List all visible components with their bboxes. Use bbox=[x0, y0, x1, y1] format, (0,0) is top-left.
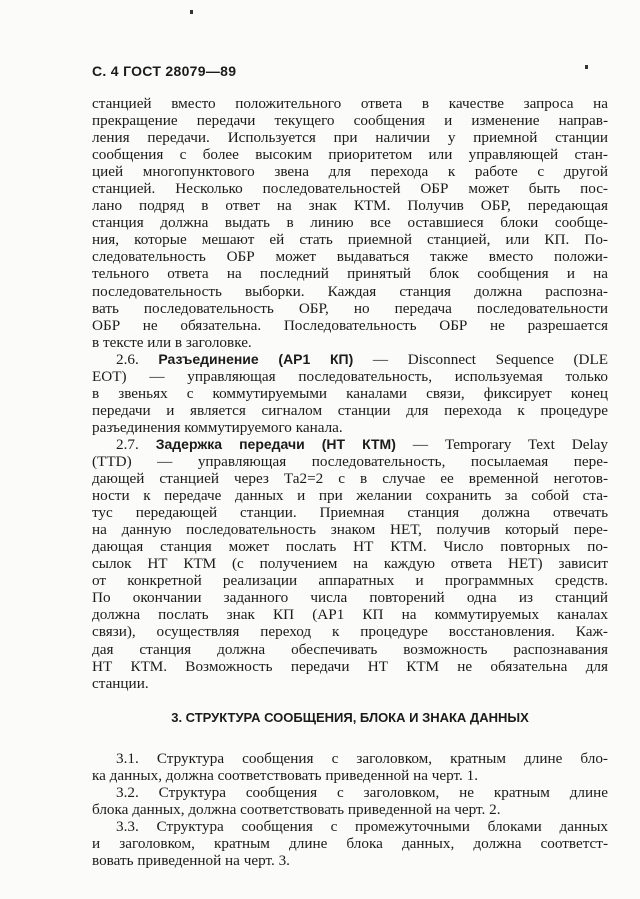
paragraph-line: станцией вместо положительного ответа в качестве запроса на bbox=[92, 95, 608, 112]
paragraph-line: дающей станцией через Та2=2 с в случае ее временной неготов- bbox=[92, 470, 608, 488]
paragraph-line: EOT) — управляющая последовательность, используемая только bbox=[92, 367, 608, 385]
section-heading: 3. СТРУКТУРА СООБЩЕНИЯ, БЛОКА И ЗНАКА ДАННЫХ bbox=[171, 710, 529, 725]
paragraph-line: от конкретной реализации аппаратных и программных средств. bbox=[92, 572, 608, 590]
paragraph-line: 3.1. Структура сообщения с заголовком, кратным длине бло- bbox=[116, 750, 608, 767]
paragraph-line: в звеньях с коммутируемыми каналами связи, фиксирует конец bbox=[92, 384, 608, 402]
paragraph-line: 3.3. Структура сообщения с промежуточными блоками данных bbox=[116, 818, 608, 836]
paragraph-line: должна послать знак КП (АР1 КП на коммутируемых каналах bbox=[92, 606, 608, 624]
paragraph-line: лано подряд в ответ на знак КТМ. Получив ОБР, передающая bbox=[92, 197, 608, 215]
paragraph-line: дая станция должна обеспечивать возможность распознавания bbox=[92, 640, 608, 658]
scan-speck bbox=[190, 10, 193, 14]
paragraph-line: на данную последовательность знаком НЕТ, получив который пере- bbox=[92, 521, 608, 539]
paragraph-lines bbox=[92, 368, 608, 436]
paragraph-line: 3.2. Структура сообщения с заголовком, не кратным длине bbox=[116, 784, 608, 802]
paragraph-line: в тексте или в заголовке. bbox=[92, 333, 252, 351]
clause-number: 2.6. bbox=[116, 350, 139, 368]
paragraph-line: По окончании заданного числа повторений одна из станций bbox=[92, 589, 608, 607]
paragraph-line: ления передачи. Используется при наличии у приемной станции bbox=[92, 129, 608, 147]
paragraph-line: прекращение передачи текущего сообщения и изменение направ- bbox=[92, 112, 608, 130]
clause-term: Задержка передачи (НТ КТМ) bbox=[155, 435, 396, 452]
clause-term: Разъединение (АР1 КП) bbox=[158, 350, 354, 367]
paragraph-line: (TTD) — управляющая последовательность, посылаемая пере- bbox=[92, 452, 608, 470]
paragraph-line: ности к передаче данных и при желании сохранить за собой ста- bbox=[92, 487, 608, 505]
paragraph-line: тус передающей станции. Приемная станция должна отвечать bbox=[92, 504, 608, 522]
paragraph-line: ОБР не обязательна. Последовательность ОБР не разрешается bbox=[92, 316, 608, 334]
paragraph-line bbox=[92, 351, 608, 368]
page-header: С. 4 ГОСТ 28079—89 bbox=[92, 63, 237, 79]
paragraph-line: ния, которые мешают ей стать приемной станцией, или КП. По- bbox=[92, 231, 608, 249]
clause-definition: — Disconnect Sequence (DLE bbox=[372, 350, 609, 368]
paragraph-line: дающая станция может послать НТ КТМ. Число повторных по- bbox=[92, 538, 608, 556]
paragraph-line: блока данных, должна соответствовать приведенной на черт. 2. bbox=[92, 801, 501, 819]
paragraph-line: сообщения с более высоким приоритетом или управляющей стан- bbox=[92, 146, 608, 164]
paragraph-lines bbox=[92, 453, 608, 692]
paragraph-line bbox=[92, 436, 608, 453]
paragraph-line: станцией. Несколько последовательностей ОБР может быть пос- bbox=[92, 180, 608, 198]
paragraph-2-7 bbox=[92, 436, 608, 692]
paragraph-line: передачи и является сигналом станции для перехода к процедуре bbox=[92, 401, 608, 419]
paragraph-line: станции. bbox=[92, 674, 149, 692]
paragraph-2-6 bbox=[92, 351, 608, 436]
paragraph-line: вать последовательность ОБР, но передача последовательности bbox=[92, 299, 608, 317]
document-body bbox=[92, 95, 608, 692]
clause-definition: — Temporary Text Delay bbox=[412, 435, 609, 453]
paragraph-continued bbox=[92, 95, 608, 351]
paragraph-line: вовать приведенной на черт. 3. bbox=[92, 852, 290, 870]
paragraph-line: и заголовком, кратным длине блока данных, должна соответст- bbox=[92, 835, 608, 853]
paragraph-line: цией многопунктового звена для перехода к работе с другой bbox=[92, 163, 608, 181]
paragraph-line: разъединения коммутируемого канала. bbox=[92, 418, 343, 436]
paragraph-line: тельного ответа на последний принятый блок сообщения и на bbox=[92, 265, 608, 283]
clause-number: 2.7. bbox=[116, 435, 139, 453]
paragraph-line: станция должна выдать в линию все оставшиеся блоки сообще- bbox=[92, 214, 608, 232]
paragraph-line: ка данных, должна соответствовать приведенной на черт. 1. bbox=[92, 767, 479, 785]
paragraph-line: связи), осуществляя переход к процедуре восстановления. Каж- bbox=[92, 623, 608, 641]
paragraph-line: последовательность выборки. Каждая станция должна распозна- bbox=[92, 282, 608, 300]
paragraph-line: НТ КТМ. Возможность передачи НТ КТМ не обязательна для bbox=[92, 657, 608, 675]
paragraph-line: следовательность ОБР может выдаваться также вместо положи- bbox=[92, 248, 608, 266]
paragraph-line: сылок НТ КТМ (с получением на каждую ответа НЕТ) зависит bbox=[92, 555, 608, 573]
section-3-body bbox=[92, 750, 608, 869]
scan-speck bbox=[585, 65, 588, 69]
